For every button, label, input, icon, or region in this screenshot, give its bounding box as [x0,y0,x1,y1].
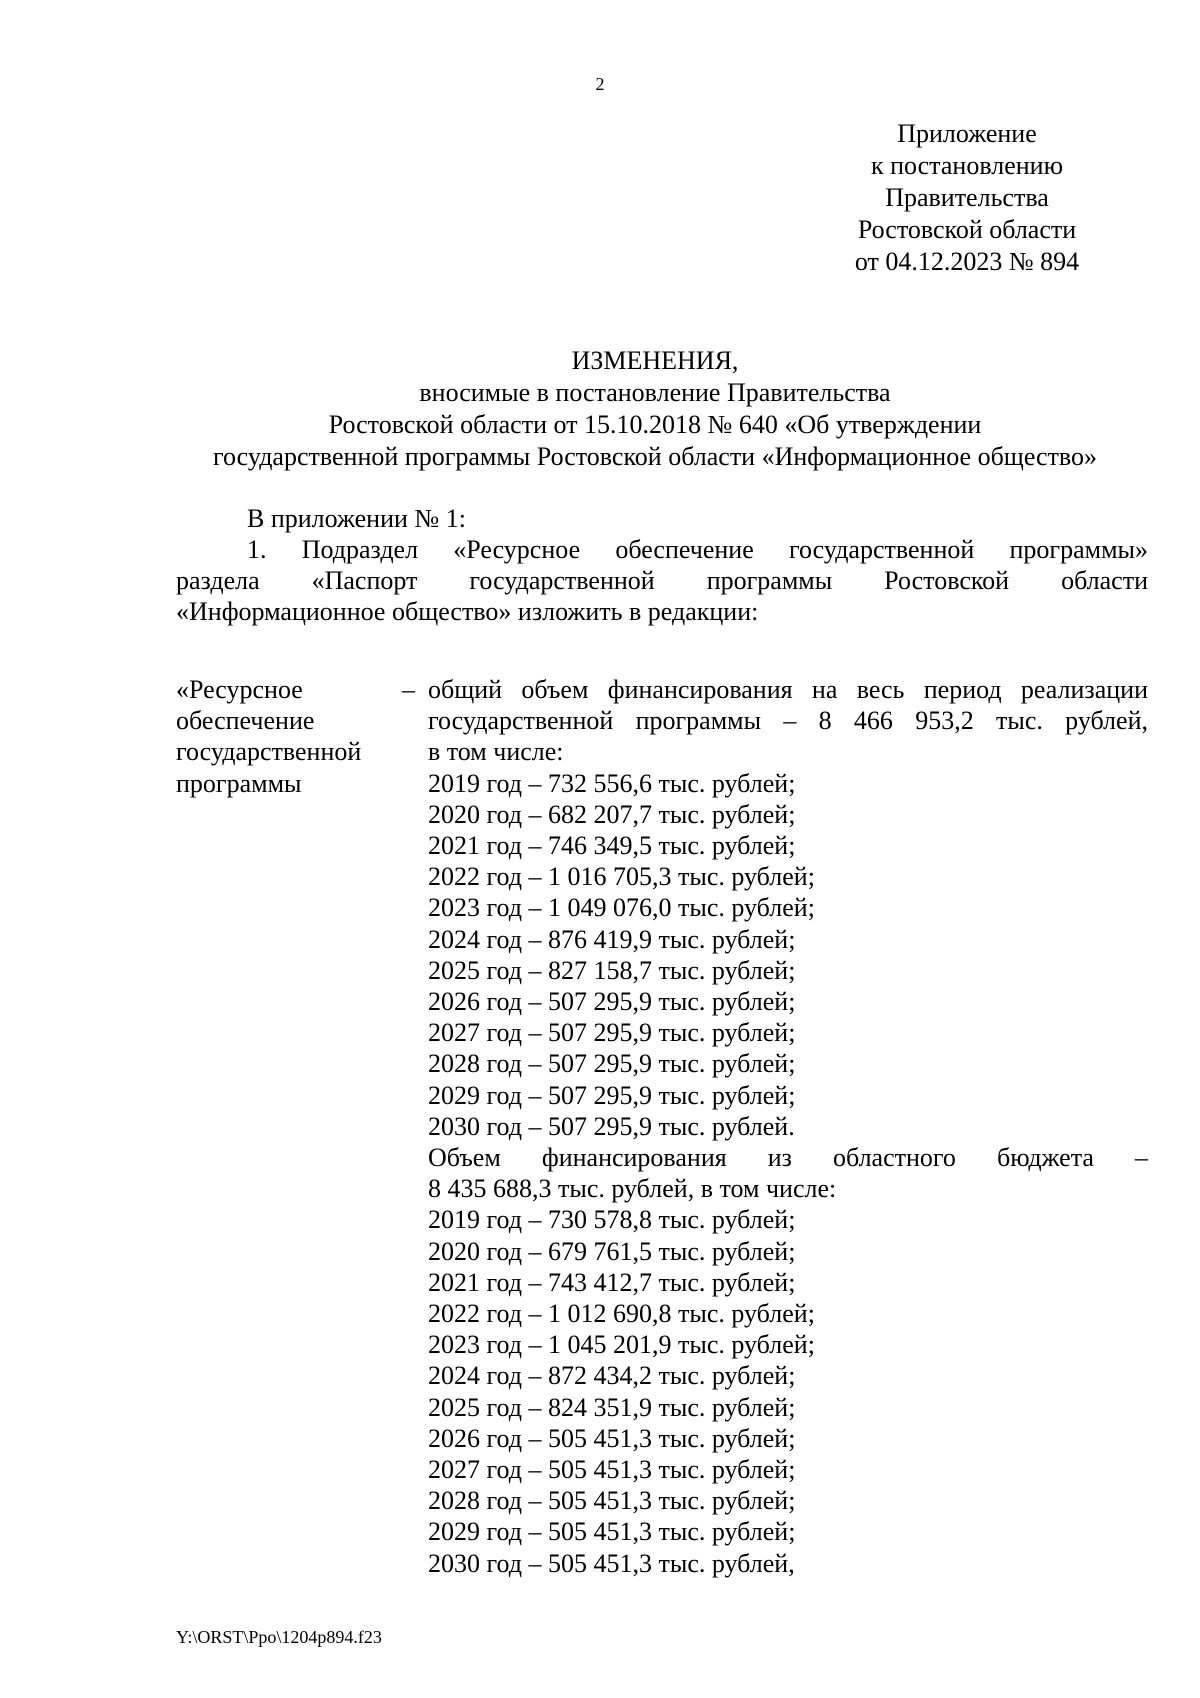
appendix-line: Правительства [885,183,1049,212]
regional-year-line: 2028 год – 505 451,3 тыс. рублей; [428,1486,796,1516]
resource-label-line: программы [176,768,302,798]
regional-line: Объем финансирования из областного бюджета – [428,1143,1148,1173]
total-year-line: 2023 год – 1 049 076,0 тыс. рублей; [428,893,815,923]
regional-year-line: 2030 год – 505 451,3 тыс. рублей, [428,1548,795,1578]
resource-label-line: государственной [176,737,362,767]
intro-paragraph-line: «Информационное общество» изложить в редакции: [176,597,759,626]
intro-line: В приложении № 1: [247,504,466,533]
total-year-line: 2025 год – 827 158,7 тыс. рублей; [428,955,796,985]
regional-year-line: 2029 год – 505 451,3 тыс. рублей; [428,1517,796,1547]
total-year-line: 2020 год – 682 207,7 тыс. рублей; [428,799,796,829]
title-heading: ИЗМЕНЕНИЯ, [571,346,739,375]
total-year-line: 2027 год – 507 295,9 тыс. рублей; [428,1018,796,1048]
intro-paragraph-line: 1. Подраздел «Ресурсное обеспечение государственной программы» [247,535,1148,564]
resource-label [176,674,396,799]
intro-text [176,503,1148,627]
total-year-line: 2026 год – 507 295,9 тыс. рублей; [428,987,796,1017]
regional-year-line: 2025 год – 824 351,9 тыс. рублей; [428,1392,796,1422]
appendix-block [830,118,1104,278]
appendix-line: от 04.12.2023 № 894 [854,247,1080,276]
total-line: государственной программы – 8 466 953,2 тыс. рублей, [428,706,1148,736]
resource-label-line: обеспечение [176,706,315,736]
title-line: государственной программы Ростовской области «Информационное общество» [212,442,1098,471]
regional-year-line: 2027 год – 505 451,3 тыс. рублей; [428,1455,796,1485]
title-line: вносимые в постановление Правительства [419,378,891,407]
total-year-line: 2028 год – 507 295,9 тыс. рублей; [428,1049,796,1079]
footer-file-path: Y:\ORST\Ppo\1204p894.f23 [176,1627,382,1647]
resource-values [428,674,1148,1579]
page-number: 2 [595,74,605,94]
regional-year-line: 2021 год – 743 412,7 тыс. рублей; [428,1267,796,1297]
appendix-line: Приложение [897,119,1037,148]
total-year-line: 2030 год – 507 295,9 тыс. рублей. [428,1111,795,1141]
total-year-line: 2021 год – 746 349,5 тыс. рублей; [428,831,796,861]
document-title [160,345,1150,473]
regional-year-line: 2022 год – 1 012 690,8 тыс. рублей; [428,1299,815,1329]
total-year-line: 2022 год – 1 016 705,3 тыс. рублей; [428,862,815,892]
regional-year-line: 2019 год – 730 578,8 тыс. рублей; [428,1205,796,1235]
total-line: общий объем финансирования на весь период реализации [428,675,1148,704]
total-line: в том числе: [428,737,564,767]
resource-label-line: «Ресурсное [176,675,303,704]
regional-year-line: 2020 год – 679 761,5 тыс. рублей; [428,1236,796,1266]
regional-line: 8 435 688,3 тыс. рублей, в том числе: [428,1174,837,1204]
regional-year-line: 2026 год – 505 451,3 тыс. рублей; [428,1423,796,1453]
regional-year-line: 2023 год – 1 045 201,9 тыс. рублей; [428,1330,815,1360]
total-year-line: 2024 год – 876 419,9 тыс. рублей; [428,924,796,954]
title-line: Ростовской области от 15.10.2018 № 640 «Об утверждении [328,410,982,439]
total-year-line: 2029 год – 507 295,9 тыс. рублей; [428,1080,796,1110]
appendix-line: к постановлению [870,151,1064,180]
appendix-line: Ростовской области [857,215,1077,244]
regional-year-line: 2024 год – 872 434,2 тыс. рублей; [428,1361,796,1391]
resource-dash: – [402,675,415,704]
total-year-line: 2019 год – 732 556,6 тыс. рублей; [428,768,796,798]
intro-paragraph-line: раздела «Паспорт государственной программы Ростовской области [176,566,1148,595]
